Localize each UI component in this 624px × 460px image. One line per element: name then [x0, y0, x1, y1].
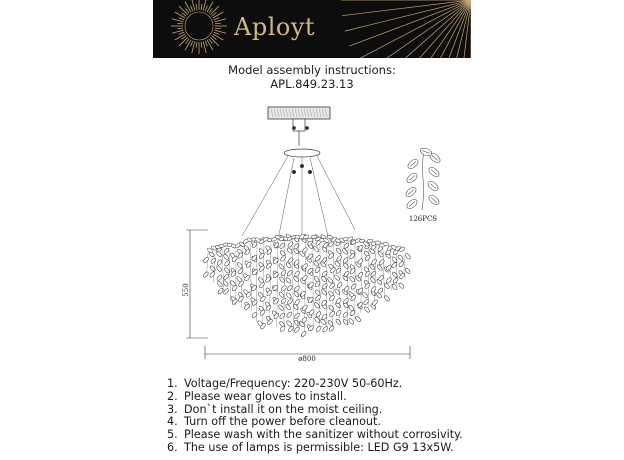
chandelier-drawing	[180, 100, 460, 370]
item-text: Please wear gloves to install.	[184, 389, 347, 403]
document-title: Model assembly instructions:	[228, 63, 396, 77]
model-number: APL.849.23.13	[270, 77, 354, 91]
instruction-item	[167, 442, 463, 455]
leaf-branch-icon	[404, 147, 442, 211]
leaf-cluster	[202, 233, 411, 337]
brand-name: Aployt	[234, 13, 316, 41]
item-text: Don`t install it on the moist ceiling.	[184, 402, 383, 416]
instruction-list	[167, 378, 463, 455]
suspension-wires	[242, 156, 355, 240]
height-label: 550	[182, 283, 190, 297]
parts-count: 126PCS	[408, 215, 438, 223]
item-number: 5.	[167, 428, 178, 442]
item-number: 6.	[167, 440, 178, 454]
sunburst-logo-icon	[171, 0, 227, 54]
item-text: Please wash with the sanitizer without corrosivity.	[184, 428, 463, 442]
item-number: 4.	[167, 415, 178, 429]
item-text: The use of lamps is permissible: LED G9 13x5W.	[184, 440, 454, 454]
brand-banner	[153, 0, 471, 58]
item-number: 1.	[167, 377, 178, 390]
item-text: Turn off the power before cleanout.	[184, 415, 381, 429]
item-number: 2.	[167, 389, 178, 403]
corner-rays-decoration	[341, 0, 471, 58]
item-text: Voltage/Frequency: 220-230V 50-60Hz.	[184, 377, 403, 390]
item-number: 3.	[167, 402, 178, 416]
diameter-label: ø800	[298, 355, 316, 363]
